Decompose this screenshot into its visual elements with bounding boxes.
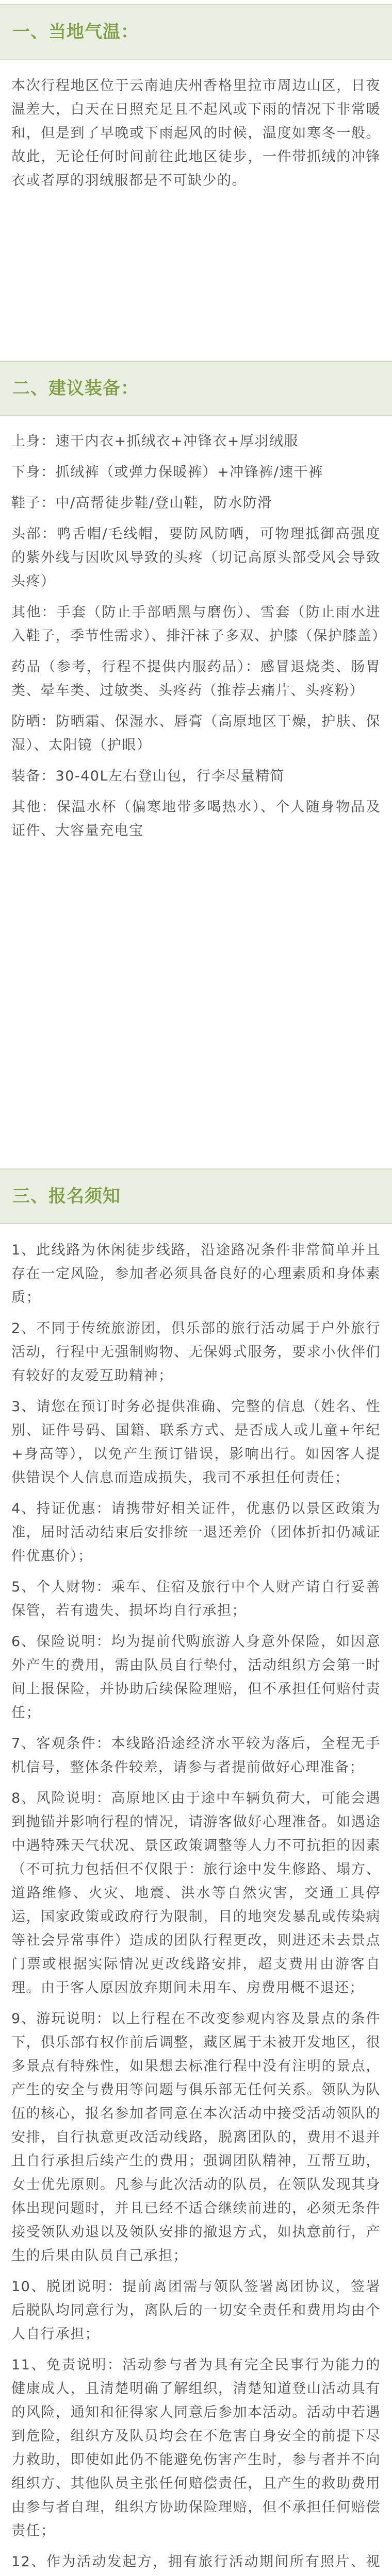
notice-section-title: 三、报名须知 [12, 1186, 121, 1207]
notice-item: 1、此线路为休闲徒步线路，沿途路况条件非常简单并且存在一定风险，参加者必须具备良好的心理素质和身体素质； [11, 1242, 381, 1306]
notice-section-header [0, 1168, 392, 1224]
gear-section-body [0, 430, 392, 850]
notice-item: 7、客观条件：本线路沿途经济水平较为落后，全程无手机信号，整体条件较差，请参与者提前做好心理准备； [11, 1736, 381, 1775]
notice-item: 12、作为活动发起方，拥有旅行活动期间所有照片、视 [11, 2554, 381, 2570]
notice-item: 4、持证优惠：请携带好相关证件，优惠仍以景区政策为准，届时活动结束后安排统一退还差价（团体折扣仍减证件优惠价）； [11, 1501, 381, 1564]
notice-item: 5、个人财物：乘车、住宿及旅行中个人财产请自行妥善保管，若有遗失、损坏均自行承担； [11, 1579, 381, 1619]
gear-item: 装备：30-40L左右登山包，行李尽量精简 [11, 768, 285, 784]
gear-item: 头部：鸭舌帽/毛线帽，要防风防晒，可物理抵御高强度的紫外线与因吹风导致的头疼（切记高原头部受风会导致头疼） [11, 526, 381, 589]
gear-item: 其他：手套（防止手部晒黑与磨伤）、雪套（防止雨水进入鞋子，季节性需求）、排汗袜子多双、护膝（保护膝盖） [11, 604, 387, 644]
weather-section-title: 一、当地气温： [12, 22, 139, 42]
gear-item: 药品（参考，行程不提供内服药品）：感冒退烧类、肠胃类、晕车类、过敏类、头疼药（推荐去痛片、头疼粉） [11, 659, 381, 699]
gear-item: 防晒：防晒霜、保湿水、唇膏（高原地区干燥，护肤、保湿）、太阳镜（护眼） [11, 714, 381, 753]
notice-item: 9、游玩说明：以上行程在不改变参观内容及景点的条件下，俱乐部有权作前后调整，藏区属于未被开发地区，很多景点有特殊性，如果想去标准行程中没有注明的景点，产生的安全与费用等问题与俱乐部无任何关系。领队为队伍的核心，报名参加者同意在本次活动中接受活动领队的安排，自行执意更改活动线路，脱离团队的，费用不退并且自行承担后续产生的费用；强调团队精神，互帮互助，女士优先原则。凡参与此次活动的队员，在领队发现其身体出现问题时，并且已经不适合继续前进的，必须无条件接受领队劝退以及领队安排的撤退方式，如执意前行，产生的后果由队员自己承担； [11, 2011, 381, 2264]
gear-section-header [0, 361, 392, 416]
notice-section-body [0, 1239, 392, 2576]
gear-item: 上身：速干内衣+抓绒衣+冲锋衣+厚羽绒服 [11, 433, 299, 449]
gear-item: 鞋子：中/高帮徒步鞋/登山鞋，防水防滑 [11, 495, 272, 511]
weather-section-header [0, 4, 392, 60]
gear-item: 其他：保温水杯（偏寒地带多喝热水）、个人随身物品及证件、大容量充电宝 [11, 799, 381, 839]
notice-item: 8、风险说明：高原地区由于途中车辆负荷大，可能会遇到抛锚并影响行程的情况，请游客做好心理准备。如遇途中遇特殊天气状况、景区政策调整等人力不可抗拒的因素（不可抗力包括但不仅限于：旅行途中发生修路、塌方、道路维修、火灾、地震、洪水等自然灾害，交通工具停运，国家政策或政府行为限制，目的地突发暴乱或传染病等社会异常事件）造成的团队行程更改，则进还未去景点门票或根据实际情况更改线路安排，超支费用由游客自理。由于客人原因放弃期间未用车、房费用概不退还； [11, 1790, 381, 1996]
notice-item: 6、保险说明：均为提前代购旅游人身意外保险，如因意外产生的费用，需由队员自行垫付，活动组织方会第一时间上报保险，并协助后续保险理赔，但不承担任何赔付责任； [11, 1634, 381, 1721]
gear-item: 下身：抓绒裤（或弹力保暖裤）+冲锋裤/速干裤 [11, 464, 323, 480]
notice-item: 3、请您在预订时务必提供准确、完整的信息（姓名、性别、证件号码、国籍、联系方式、是否成人或儿童+年纪+身高等），以免产生预订错误，影响出行。如因客人提供错误个人信息而造成损失，我司不承担任何责任； [11, 1399, 381, 1486]
weather-section-body [0, 74, 392, 200]
notice-item: 10、脱团说明：提前离团需与领队签署离团协议，签署后脱队均同意行为，离队后的一切安全责任和费用均由个人自行承担； [11, 2279, 381, 2342]
notice-item: 2、不同于传统旅游团，俱乐部的旅行活动属于户外旅行活动，行程中无强制购物、无保姆式服务，要求小伙伴们有较好的友爱互助精神； [11, 1320, 381, 1384]
gear-section-title: 二、建议装备： [12, 378, 139, 399]
weather-paragraph: 本次行程地区位于云南迪庆州香格里拉市周边山区，日夜温差大，白天在日照充足且不起风或下雨的情况下非常暖和，但是到了早晚或下雨起风的时候，温度如寒冬一般。故此，无论任何时间前往此地区徒步，一件带抓绒的冲锋衣或者厚的羽绒服都是不可缺少的。 [11, 78, 381, 189]
notice-item: 11、免责说明：活动参与者为具有完全民事行为能力的健康成人，且清楚明确了解组织，清楚知道登山活动具有的风险，通知和征得家人同意后参加本活动。活动中若遇到危险，组织方及队员均会在不危害自身安全的前提下尽力救助，即使如此仍不能避免伤害产生时，参与者并不向组织方、其他队员主张任何赔偿责任，且产生的救助费用由参与者自理，组织方协助保险理赔，但不承担任何赔偿责任； [11, 2357, 381, 2539]
